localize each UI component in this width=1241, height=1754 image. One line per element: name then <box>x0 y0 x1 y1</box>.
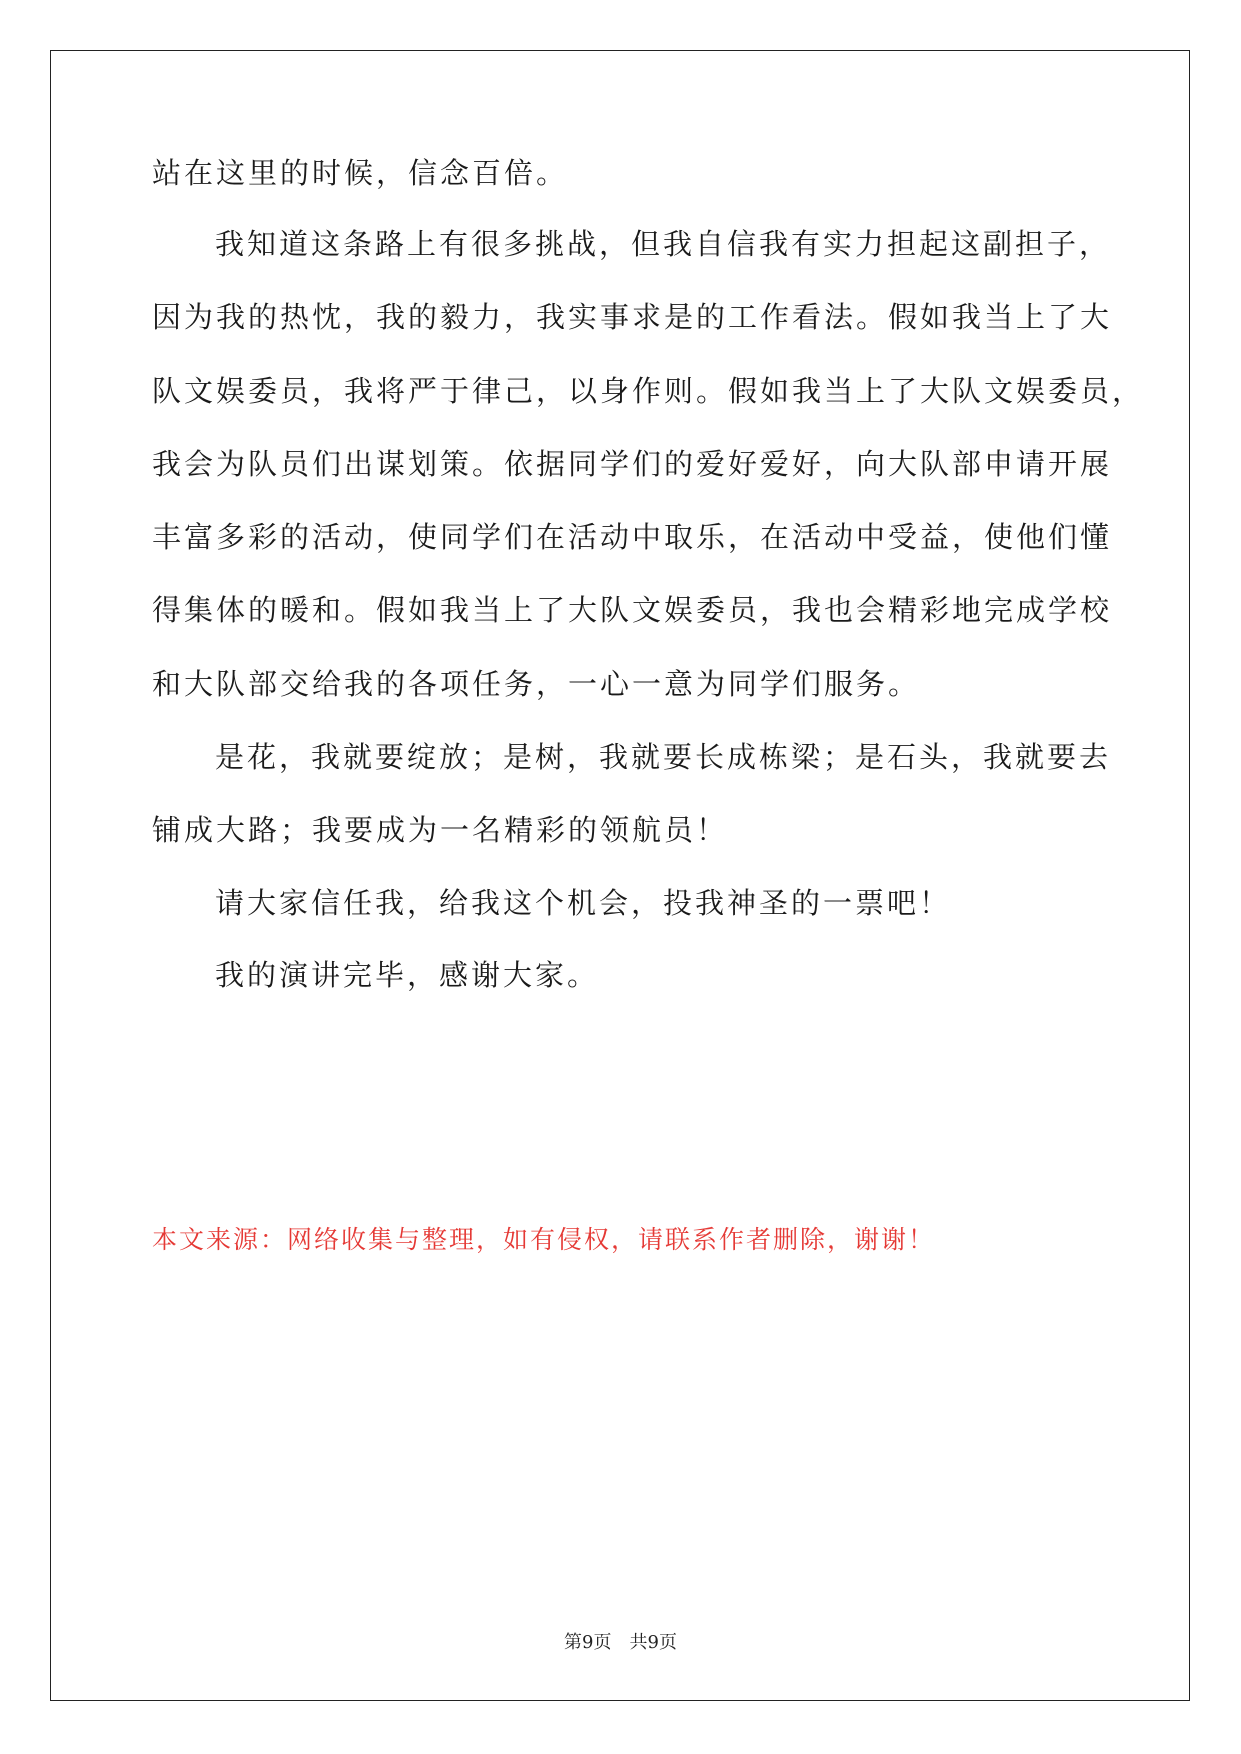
text-line: 站在这里的时候，信念百倍。 <box>152 156 569 190</box>
text-line: 请大家信任我，给我这个机会，投我神圣的一票吧！ <box>215 886 952 920</box>
text-line: 铺成大路；我要成为一名精彩的领航员！ <box>152 813 729 847</box>
page-number-total: 共9页 <box>629 1632 677 1653</box>
text-line: 队文娱委员，我将严于律己，以身作则。假如我当上了大队文娱委员， <box>152 374 1145 408</box>
text-line: 我会为队员们出谋划策。依据同学们的爱好爱好，向大队部申请开展 <box>152 447 1113 481</box>
page-footer <box>0 1628 1241 1654</box>
text-line: 我知道这条路上有很多挑战，但我自信我有实力担起这副担子， <box>215 227 1112 261</box>
text-line: 是花，我就要绽放；是树，我就要长成栋梁；是石头，我就要去 <box>215 740 1112 774</box>
text-line: 因为我的热忱，我的毅力，我实事求是的工作看法。假如我当上了大 <box>152 300 1113 334</box>
page-number-current: 第9页 <box>564 1632 612 1653</box>
text-line: 丰富多彩的活动，使同学们在活动中取乐，在活动中受益，使他们懂 <box>152 520 1113 554</box>
text-line: 得集体的暖和。假如我当上了大队文娱委员，我也会精彩地完成学校 <box>152 593 1113 627</box>
source-disclaimer: 本文来源：网络收集与整理，如有侵权，请联系作者删除，谢谢！ <box>152 1225 936 1254</box>
page-border <box>50 50 1190 1701</box>
text-line: 和大队部交给我的各项任务，一心一意为同学们服务。 <box>152 667 921 701</box>
text-line: 我的演讲完毕，感谢大家。 <box>215 958 600 992</box>
